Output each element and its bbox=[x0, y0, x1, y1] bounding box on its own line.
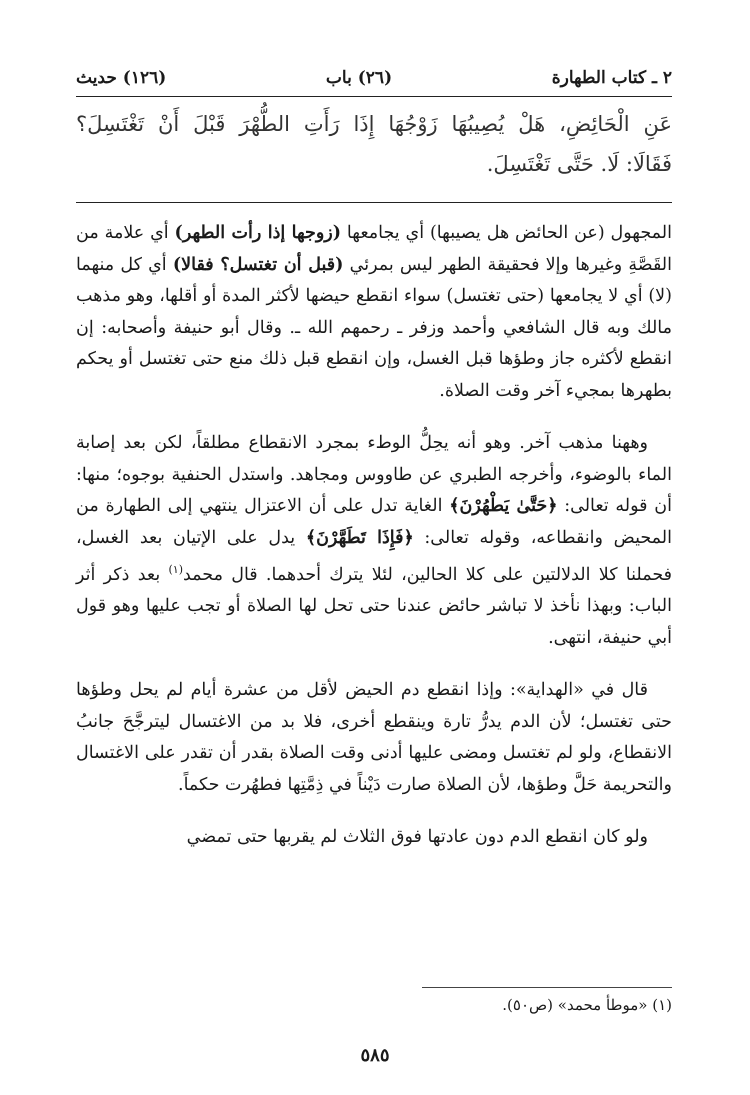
quran-quote: ﴿حَتَّىٰ يَطْهُرْنَ﴾ bbox=[449, 496, 558, 516]
hadith-line-2: فَقَالَا: لَا. حَتَّى تَغْتَسِلَ. bbox=[486, 152, 672, 176]
chapter-number: (٢٦) باب bbox=[325, 68, 393, 88]
section-rule bbox=[76, 202, 672, 203]
hadith-line-1: عَنِ الْحَائِضِ، هَلْ يُصِيبُهَا زَوْجُهَا إِذَا رَأَتِ الطُّهْرَ قَبْلَ أَنْ تَغْتَسِلَ؟ bbox=[76, 112, 672, 136]
book-title: ٢ ـ كتاب الطهارة bbox=[551, 68, 672, 88]
footnote: (١) «موطأ محمد» (ص٥٠). bbox=[502, 996, 672, 1014]
running-header bbox=[76, 64, 672, 92]
footnote-rule bbox=[422, 987, 672, 988]
commentary bbox=[76, 218, 672, 875]
header-rule bbox=[76, 96, 672, 97]
hadith-count: (١٢٦) حديث bbox=[76, 68, 167, 88]
bold-phrase: (زوجها إذا رأت الطهر) bbox=[174, 223, 342, 243]
commentary-paragraph-2: وههنا مذهب آخر. وهو أنه يحِلُّ الوطء بمجرد الانقطاع مطلقاً، لكن بعد إصابة الماء بالوضوء، وأخرجه الطبري عن طاووس ومجاهد. واستدل الحنفية بوجوه؛ منها: أن قوله تعالى: ﴿حَتَّىٰ يَطْهُرْنَ﴾ الغاية تدل على أن الاعتزال ينتهي إلى الطهارة من المحيض وانقطاعه، وقوله تعالى: ﴿فَإِذَا تَطَهَّرْنَ﴾ يدل على الإتيان بعد الغسل، فحملنا كلا الدلالتين على كلا الحالين، لئلا يترك أحدهما. قال محمد$^{(١)}$ بعد ذكر أثر الباب: وبهذا نأخذ لا تباشر حائض عندنا حتى تحل لها الصلاة أو تجب عليها وهو قول أبي حنيفة، انتهى. bbox=[76, 433, 673, 648]
quran-quote: ﴿فَإِذَا تَطَهَّرْنَ﴾ bbox=[305, 527, 414, 548]
commentary-paragraph-4: ولو كان انقطع الدم دون عادتها فوق الثلاث لم يقربها حتى تمضي bbox=[186, 827, 648, 848]
commentary-paragraph-3: قال في «الهداية»: وإذا انقطع دم الحيض لأقل من عشرة أيام لم يحل وطؤها حتى تغتسل؛ لأن الدم يدرُّ تارة وينقطع أخرى، فلا بد من الاغتسال ليترجَّحَ جانبُ الانقطاع، ولو لم تغتسل ومضى عليها أدنى وقت الصلاة بقدر أن تقدر على الاغتسال والتحريمة حَلَّ وطؤها، لأن الصلاة صارت دَيْناً في ذِمَّتِها فطهُرت حكماً. bbox=[76, 680, 672, 795]
page-number: ٥٨٥ bbox=[360, 1045, 390, 1066]
commentary-paragraph-1: المجهول (عن الحائض هل يصيبها) أي يجامعها (زوجها إذا رأت الطهر) أي علامة من القَصَّةِ وغيرها وإلا فحقيقة الطهر ليس بمرئي (قبل أن تغتسل؟ فقالا) أي كل منهما (لا) أي لا يجامعها (حتى تغتسل) سواء انقطع حيضها لأكثر المدة أو أقلها، وهو مذهب مالك وبه قال الشافعي وأحمد وزفر ـ رحمهم الله ـ. وقال أبو حنيفة وأصحابه: إن انقطع لأكثره جاز وطؤها قبل الغسل، وإن انقطع قبل ذلك منع حتى تغتسل أو يحكم بطهرها بمجيء آخر وقت الصلاة. bbox=[76, 223, 672, 401]
hadith-text bbox=[76, 104, 672, 184]
footnote-marker[interactable]: (١) bbox=[168, 563, 183, 576]
bold-phrase: (قبل أن تغتسل؟ فقالا) bbox=[172, 254, 344, 275]
